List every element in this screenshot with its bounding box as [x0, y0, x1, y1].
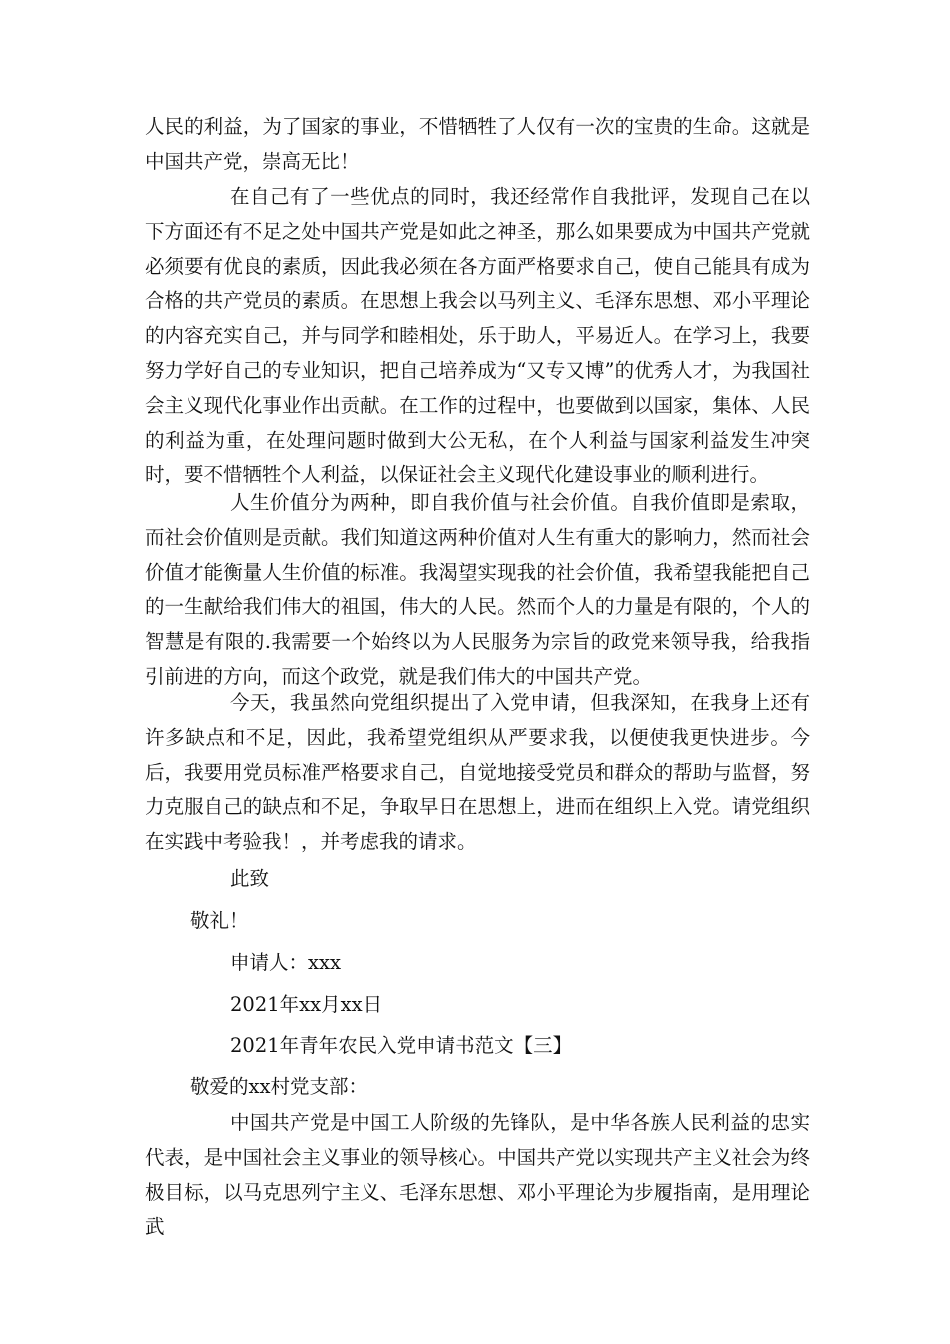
section-title: 2021年青年农民入党申请书范文【三】 — [230, 1034, 573, 1057]
date-line: 2021年xx月xx日 — [230, 993, 383, 1016]
paragraph-continuation: 人民的利益，为了国家的事业，不惜牺牲了人仅有一次的宝贵的生命。这就是中国共产党，崇高无比！ — [145, 115, 810, 173]
paragraph-today: 今天，我虽然向党组织提出了入党申请，但我深知，在我身上还有许多缺点和不足，因此，我希望党组织从严要求我，以便使我更快进步。今后，我要用党员标准严格要求自己，自觉地接受党员和群众的帮助与监督，努力克服自己的缺点和不足，争取早日在思想上，进而在组织上入党。请党组织在实践中考验我！，并考虑我的请求。 — [145, 691, 810, 854]
paragraph-party-intro: 中国共产党是中国工人阶级的先锋队，是中华各族人民利益的忠实代表，是中国社会主义事业的领导核心。中国共产党以实现共产主义社会为终极目标，以马克思列宁主义、毛泽东思想、邓小平理论为步履指南，是用理论武 — [145, 1111, 810, 1239]
paragraph-life-value: 人生价值分为两种，即自我价值与社会价值。自我价值即是索取，而社会价值则是贡献。我们知道这两种价值对人生有重大的影响力，然而社会价值才能衡量人生价值的标准。我渴望实现我的社会价值，我希望我能把自己的一生献给我们伟大的祖国，伟大的人民。然而个人的力量是有限的，个人的智慧是有限的.我需要一个始终以为人民服务为宗旨的政党来领导我，给我指引前进的方向，而这个政党，就是我们伟大的中国共产党。 — [145, 491, 810, 688]
salute-text: 敬礼！ — [190, 909, 249, 932]
addressee-line: 敬爱的xx村党支部： — [190, 1075, 368, 1098]
closing-text: 此致 — [230, 867, 270, 890]
applicant-line: 申请人：xxx — [230, 951, 341, 974]
paragraph-self-criticism: 在自己有了一些优点的同时，我还经常作自我批评，发现自己在以下方面还有不足之处中国共产党是如此之神圣，那么如果要成为中国共产党就必须要有优良的素质，因此我必须在各方面严格要求自己，使自己能具有成为合格的共产党员的素质。在思想上我会以马列主义、毛泽东思想、邓小平理论的内容充实自己，并与同学和睦相处，乐于助人，平易近人。在学习上，我要努力学好自己的专业知识，把自己培养成为“又专又博”的优秀人才，为我国社会主义现代化事业作出贡献。在工作的过程中，也要做到以国家，集体、人民的利益为重，在处理问题时做到大公无私，在个人利益与国家利益发生冲突时，要不惜牺牲个人利益，以保证社会主义现代化建设事业的顺利进行。 — [145, 185, 810, 487]
